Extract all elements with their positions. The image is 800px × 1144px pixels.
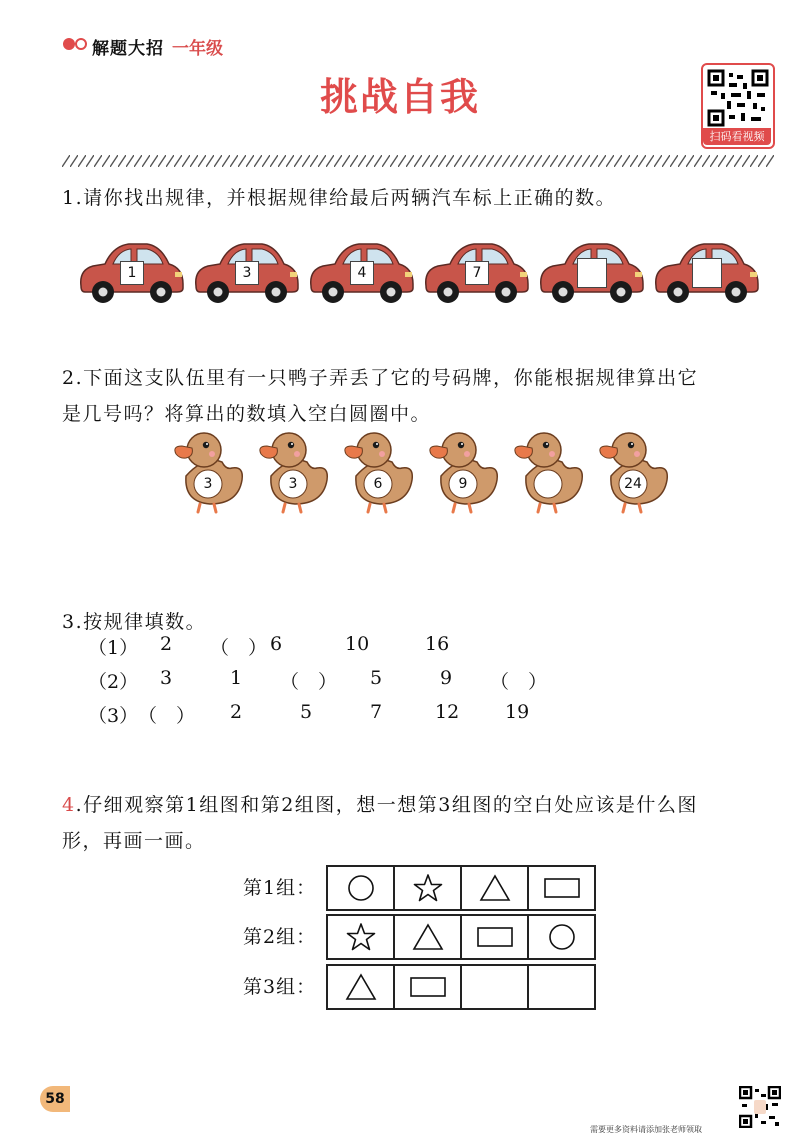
shape-cell [395, 966, 462, 1008]
question-2-text [62, 360, 782, 432]
car-number-box: 1 [120, 261, 144, 285]
shape-cell [328, 916, 395, 958]
car-number-box: 3 [235, 261, 259, 285]
question-1-text: 1.请你找出规律，并根据规律给最后两辆汽车标上正确的数。 [62, 187, 617, 209]
duck-number: 9 [458, 476, 468, 492]
question-4-number: 4 [62, 794, 76, 816]
page-title: 挑战自我 [319, 75, 480, 119]
sequence-number: 10 [345, 633, 370, 655]
shape-cell [328, 867, 395, 909]
group-label: 第3组： [243, 976, 317, 998]
sequence-number: 5 [300, 701, 313, 723]
blank-shape-cell[interactable] [529, 966, 594, 1008]
circle-icon [346, 873, 376, 903]
question-2-line-2: 是几号吗？将算出的数填入空白圆圈中。 [62, 403, 432, 425]
group-3-shape-grid [326, 964, 596, 1010]
brand-name: 解题大招 [92, 39, 164, 59]
sequence-blank[interactable]: （ ） [490, 671, 548, 693]
blank-shape-cell[interactable] [462, 966, 529, 1008]
footer-qr-code-icon[interactable] [739, 1086, 781, 1128]
sequence-row-label: （1） [88, 637, 139, 659]
sequence-number: 16 [425, 633, 450, 655]
sequence-number: 6 [270, 633, 283, 655]
shape-cell [529, 916, 594, 958]
rectangle-icon [476, 925, 514, 949]
qr-code-icon [707, 69, 769, 127]
sequence-number: 5 [370, 667, 383, 689]
duck-number: 6 [373, 476, 383, 492]
question-4-line-2: 形，再画一画。 [62, 830, 206, 852]
triangle-icon [412, 922, 444, 952]
circle-icon [547, 922, 577, 952]
grade-label: 一年级 [172, 39, 223, 59]
triangle-icon [345, 972, 377, 1002]
duck-number: 3 [288, 476, 298, 492]
rectangle-icon [543, 876, 581, 900]
car-number-box[interactable] [692, 258, 722, 288]
question-2-line-1: 2.下面这支队伍里有一只鸭子弄丢了它的号码牌，你能根据规律算出它 [62, 367, 699, 389]
star-icon [345, 921, 377, 953]
rectangle-icon [409, 975, 447, 999]
sequence-number: 3 [160, 667, 173, 689]
sequence-row-label: （3） [88, 705, 139, 727]
sequence-blank[interactable]: （ ） [280, 671, 338, 693]
qr-label: 扫码看视频 [703, 128, 771, 145]
shape-cell [395, 867, 462, 909]
star-icon [412, 872, 444, 904]
duck-number: 24 [624, 476, 642, 492]
sequence-number: 9 [440, 667, 453, 689]
sequence-number: 1 [230, 667, 243, 689]
question-3-text: 3.按规律填数。 [62, 611, 207, 633]
duck-number[interactable] [534, 470, 562, 498]
group-label: 第1组： [243, 877, 317, 899]
car-number-box: 4 [350, 261, 374, 285]
shape-cell [529, 867, 594, 909]
group-2-shape-grid [326, 914, 596, 960]
question-4-text [62, 787, 782, 859]
sequence-number: 12 [435, 701, 460, 723]
sequence-number: 2 [160, 633, 173, 655]
sequence-number: 2 [230, 701, 243, 723]
sequence-row-label: （2） [88, 671, 139, 693]
sequence-number: 7 [370, 701, 383, 723]
group-label: 第2组： [243, 926, 317, 948]
page-number: 58 [40, 1086, 70, 1112]
shape-cell [395, 916, 462, 958]
hatched-divider [62, 155, 774, 167]
car-number-box: 7 [465, 261, 489, 285]
triangle-icon [479, 873, 511, 903]
duck-number: 3 [203, 476, 213, 492]
question-4-line-1: .仔细观察第1组图和第2组图，想一想第3组图的空白处应该是什么图 [75, 794, 698, 816]
shape-cell [462, 867, 529, 909]
car-number-box[interactable] [577, 258, 607, 288]
footer-note: 需要更多资料请添加张老师领取 [590, 1125, 702, 1134]
shape-cell [462, 916, 529, 958]
shape-cell [328, 966, 395, 1008]
sequence-number: 19 [505, 701, 530, 723]
group-1-shape-grid [326, 865, 596, 911]
brand-logo-icon [62, 36, 92, 52]
sequence-blank[interactable]: （ ） [138, 705, 196, 727]
sequence-blank[interactable]: （ ） [210, 637, 268, 659]
